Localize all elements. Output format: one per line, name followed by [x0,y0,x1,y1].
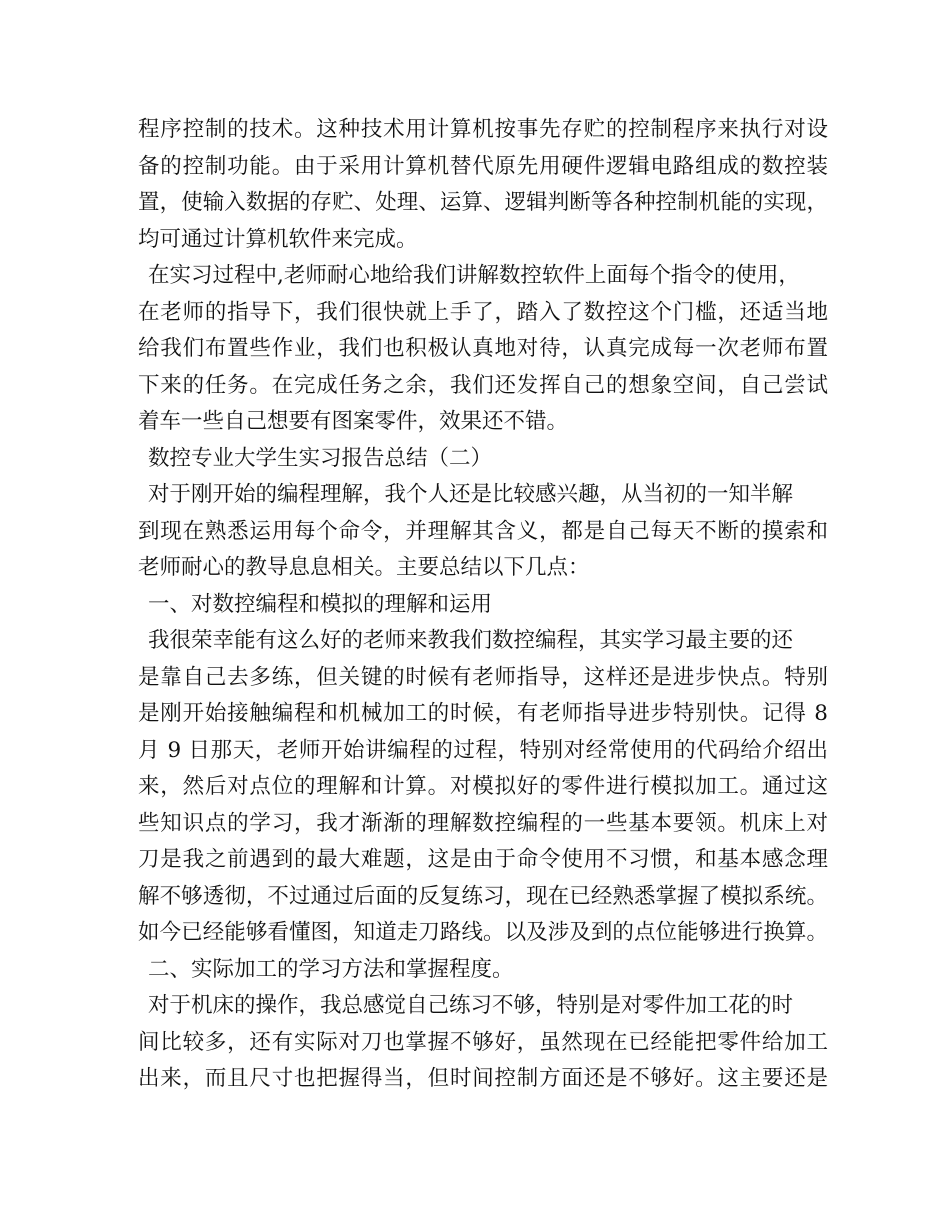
text-line: 我很荣幸能有这么好的老师来教我们数控编程，其实学习最主要的还 [148,628,794,653]
text-line: 给我们布置些作业，我们也积极认真地对待，认真完成每一次老师布置 [138,336,828,361]
text-line: 如今已经能够看懂图，知道走刀路线。以及涉及到的点位能够进行换算。 [138,920,828,945]
text-line: 着车一些自己想要有图案零件，效果还不错。 [138,409,569,434]
text-line: 月 9 日那天，老师开始讲编程的过程，特别对经常使用的代码给介绍出 [138,737,828,763]
text-line: 备的控制功能。由于采用计算机替代原先用硬件逻辑电路组成的数控装 [138,153,828,179]
text-line: 数控专业大学生实习报告总结（二） [148,445,493,471]
text-line: 一、对数控编程和模拟的理解和运用 [148,591,493,617]
text-line: 是刚开始接触编程和机械加工的时候，有老师指导进步特别快。记得 8 [138,701,828,726]
text-line: 下来的任务。在完成任务之余，我们还发挥自己的想象空间，自己尝试 [138,372,828,398]
text-line: 在老师的指导下，我们很快就上手了，踏入了数控这个门槛，还适当地 [138,299,828,325]
text-line: 到现在熟悉运用每个命令，并理解其含义，都是自己每天不断的摸索和 [138,518,828,544]
document-body [138,112,828,1098]
text-line: 对于刚开始的编程理解，我个人还是比较感兴趣，从当初的一知半解 [148,482,794,507]
text-line: 是靠自己去多练，但关键的时候有老师指导，这样还是进步快点。特别 [138,664,828,690]
text-line: 对于机床的操作，我总感觉自己练习不够，特别是对零件加工花的时 [148,993,794,1018]
text-line: 刀是我之前遇到的最大难题，这是由于命令使用不习惯，和基本感念理 [138,847,828,872]
text-line: 出来，而且尺寸也把握得当，但时间控制方面还是不够好。这主要还是 [138,1066,828,1091]
text-line: 老师耐心的教导息息相关。主要总结以下几点： [138,555,590,580]
text-line: 来，然后对点位的理解和计算。对模拟好的零件进行模拟加工。通过这 [138,774,828,799]
text-line: 在实习过程中,老师耐心地给我们讲解数控软件上面每个指令的使用， [148,263,800,288]
text-line: 均可通过计算机软件来完成。 [138,226,418,252]
text-line: 解不够透彻，不过通过后面的反复练习，现在已经熟悉掌握了模拟系统。 [138,883,828,909]
text-line: 二、实际加工的学习方法和掌握程度。 [148,956,514,982]
text-line: 间比较多，还有实际对刀也掌握不够好，虽然现在已经能把零件给加工 [138,1029,828,1055]
text-line: 些知识点的学习，我才渐渐的理解数控编程的一些基本要领。机床上对 [138,810,828,836]
text-line: 置，使输入数据的存贮、处理、运算、逻辑判断等各种控制机能的实现， [138,190,828,215]
text-line: 程序控制的技术。这种技术用计算机按事先存贮的控制程序来执行对设 [138,117,828,142]
